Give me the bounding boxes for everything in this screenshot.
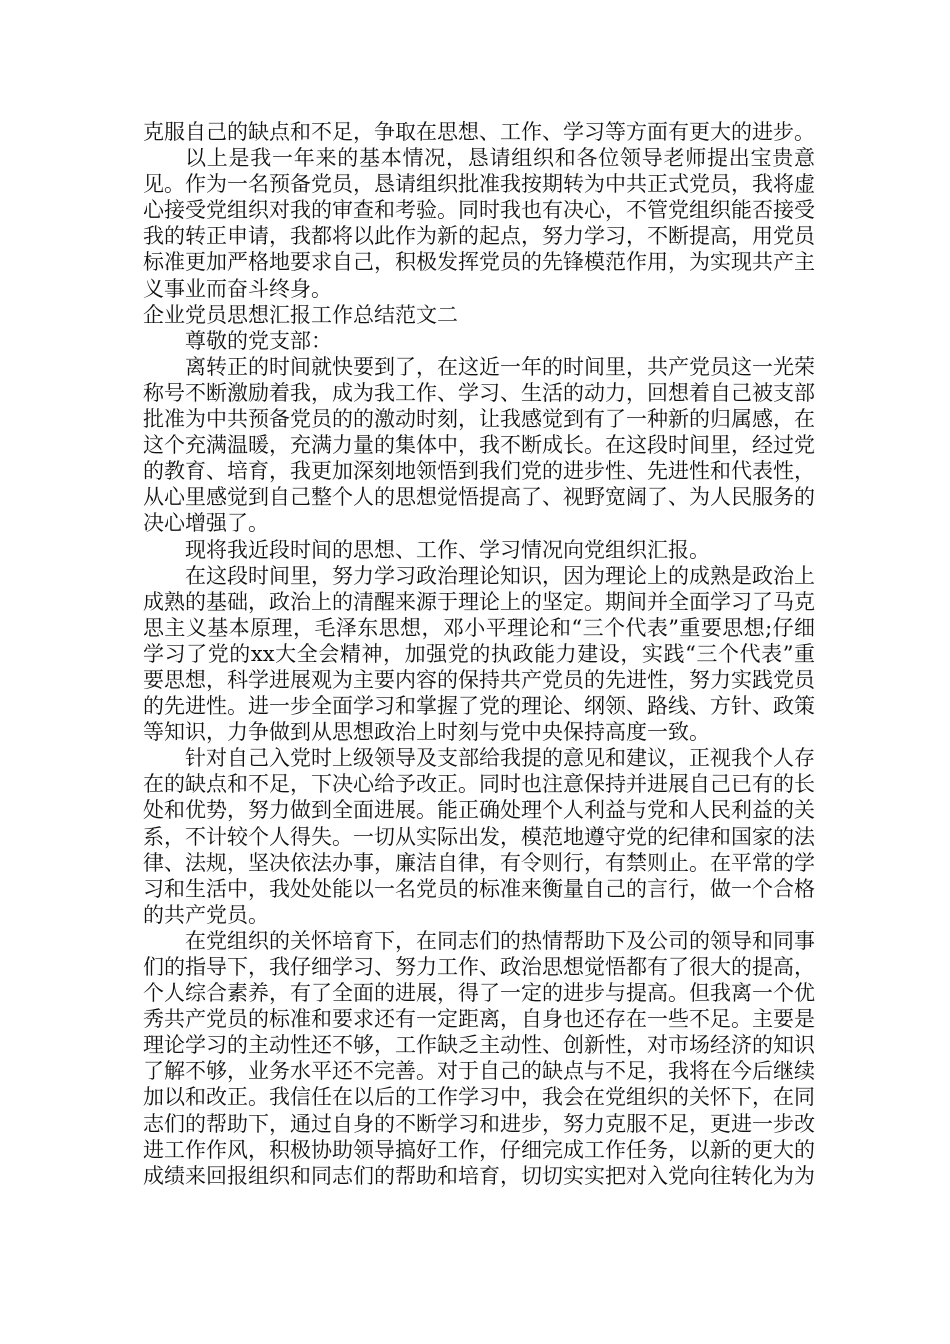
- document-page: [143, 119, 815, 1189]
- paragraph-theory-study: 在这段时间里，努力学习政治理论知识，因为理论上的成熟是政治上成熟的基础，政治上的清醒来源于理论上的坚定。期间并全面学习了马克思主义基本原理，毛泽东思想，邓小平理论和“三个代表”重要思想;仔细学习了党的xx大全会精神，加强党的执政能力建设，实践“三个代表”重要思想，科学进展观为主要内容的保持共产党员的先进性，努力实践党员的先进性。进一步全面学习和掌握了党的理论、纲领、路线、方针、政策等知识，力争做到从思想政治上时刻与党中央保持高度一致。: [143, 563, 815, 745]
- paragraph-self-improvement: 针对自己入党时上级领导及支部给我提的意见和建议，正视我个人存在的缺点和不足，下决心给予改正。同时也注意保持并进展自己已有的长处和优势，努力做到全面进展。能正确处理个人利益与党和人民利益的关系，不计较个人得失。一切从实际出发，模范地遵守党的纪律和国家的法律、法规，坚决依法办事，廉洁自律，有令则行，有禁则止。在平常的学习和生活中，我处处能以一名党员的标准来衡量自己的言行，做一个合格的共产党员。: [143, 746, 815, 927]
- salutation: 尊敬的党支部：: [185, 328, 332, 353]
- section-heading: 企业党员思想汇报工作总结范文二: [143, 302, 458, 327]
- paragraph-work-progress: 在党组织的关怀培育下，在同志们的热情帮助下及公司的领导和同事们的指导下，我仔细学习、努力工作、政治思想觉悟都有了很大的提高，个人综合素养，有了全面的进展，得了一定的进步与提高。但我离一个优秀共产党员的标准和要求还有一定距离，自身也还存在一些不足。主要是理论学习的主动性还不够，工作缺乏主动性、创新性，对市场经济的知识了解不够，业务水平还不完善。对于自己的缺点与不足，我将在今后继续加以和改正。我信任在以后的工作学习中，我会在党组织的关怀下，在同志们的帮助下，通过自身的不断学习和进步，努力克服不足，更进一步改进工作作风，积极协助领导搞好工作，仔细完成工作任务，以新的更大的成绩来回报组织和同志们的帮助和培育，切切实实把对入党向往转化为为: [143, 928, 815, 1188]
- paragraph-conclusion: 以上是我一年来的基本情况，恳请组织和各位领导老师提出宝贵意见。作为一名预备党员，恳请组织批准我按期转为中共正式党员，我将虚心接受党组织对我的审查和考验。同时我也有决心，不管党组织能否接受我的转正申请，我都将以此作为新的起点，努力学习，不断提高，用党员标准更加严格地要求自己，积极发挥党员的先锋模范作用，为实现共产主义事业而奋斗终身。: [143, 146, 815, 301]
- paragraph-report-statement: 现将我近段时间的思想、工作、学习情况向党组织汇报。: [185, 537, 710, 562]
- paragraph-continuation: 克服自己的缺点和不足，争取在思想、工作、学习等方面有更大的进步。: [143, 120, 815, 144]
- paragraph-intro: 离转正的时间就快要到了，在这近一年的时间里，共产党员这一光荣称号不断激励着我，成为我工作、学习、生活的动力，回想着自己被支部批准为中共预备党员的的激动时刻，让我感觉到有了一种新的归属感，在这个充满温暖，充满力量的集体中，我不断成长。在这段时间里，经过党的教育、培育，我更加深刻地领悟到我们党的进步性、先进性和代表性，从心里感觉到自己整个人的思想觉悟提高了、视野宽阔了、为人民服务的决心增强了。: [143, 354, 815, 536]
